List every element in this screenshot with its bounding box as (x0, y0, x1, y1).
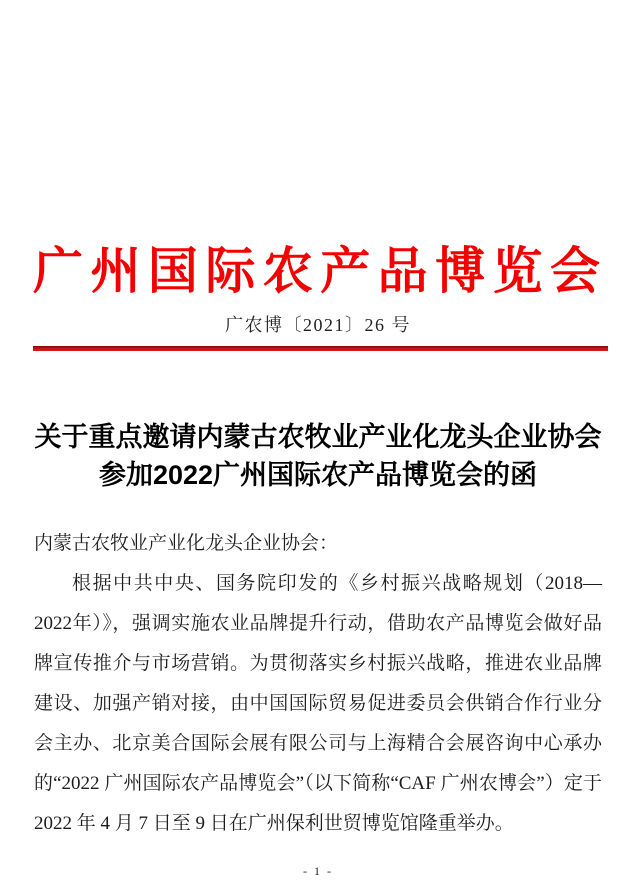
document-heading (33, 418, 603, 494)
salutation: 内蒙古农牧业产业化龙头企业协会： (34, 533, 339, 554)
document-heading-line2: 参加2022广州国际农产品博览会的函 (98, 460, 538, 490)
body-paragraph: 根据中共中央、国务院印发的《乡村振兴战略规划（2018—2022年）》，强调实施农业品牌提升行动，借助农产品博览会做好品牌宣传推介与市场营销。为贯彻落实乡村振兴战略，推进农业品牌建设、加强产销对接，由中国国际贸易促进委员会供销合作行业分会主办、北京美合国际会展有限公司与上海精合会展咨询中心承办的“2022 广州国际农产品博览会”（以下简称“CAF 广州农博会”）定于 2022 年 4 月 7 日至 9 日在广州保利世贸博览馆隆重举办。 (34, 573, 602, 834)
document-heading-line1: 关于重点邀请内蒙古农牧业产业化龙头企业协会 (34, 422, 602, 452)
doc-reference-number: 广农博〔2021〕26 号 (225, 315, 411, 335)
red-divider-line (33, 346, 608, 351)
page-number: - 1 - (303, 864, 333, 878)
document-body (34, 524, 602, 844)
org-title: 广 州 国 际 农 产 品 博 览 会 (33, 243, 600, 299)
